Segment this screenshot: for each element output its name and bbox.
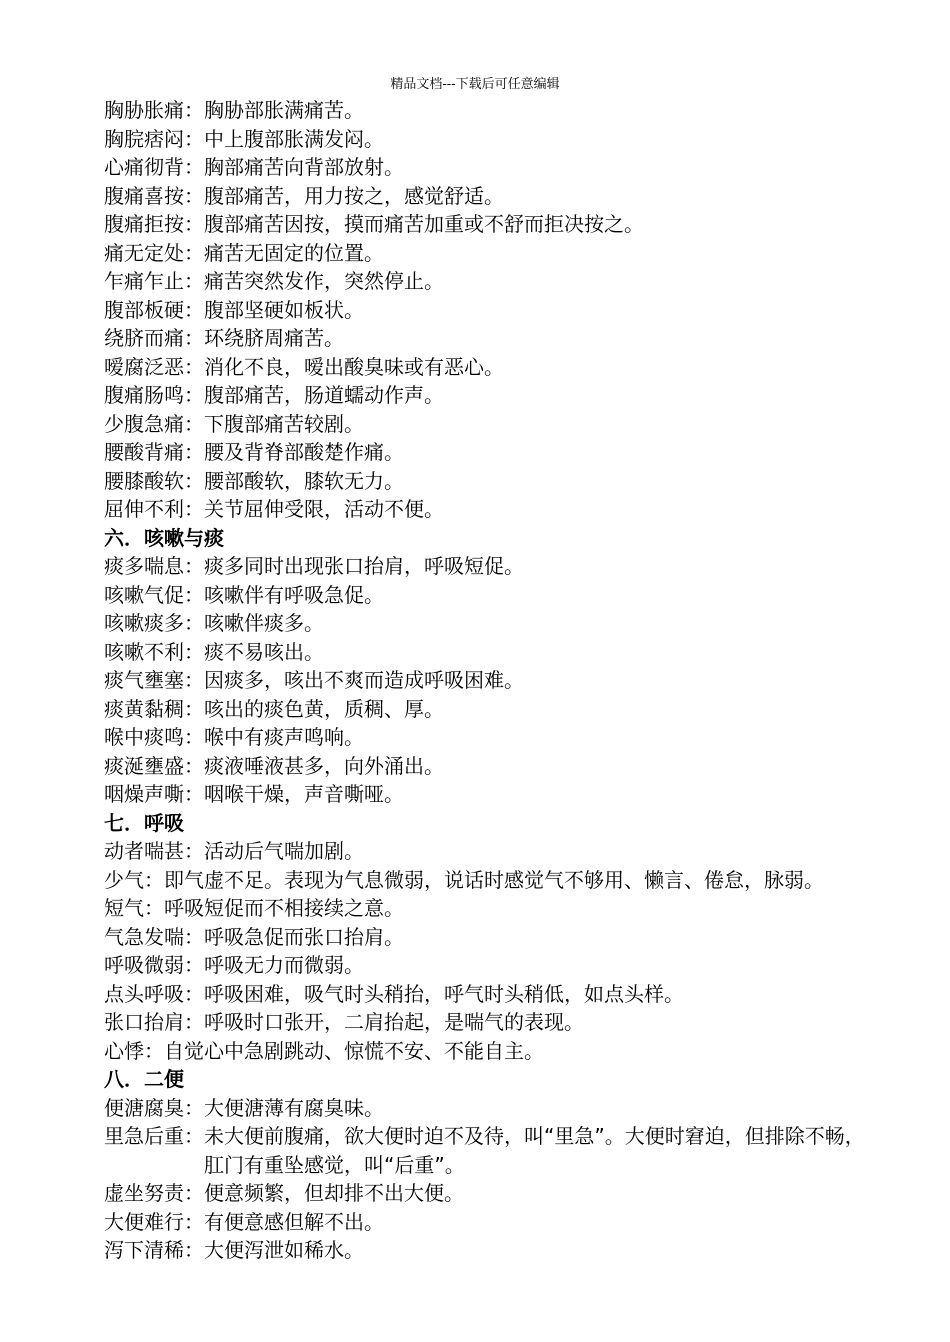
entry-term: 泻下清稀： bbox=[104, 1238, 204, 1262]
entry-term: 里急后重： bbox=[104, 1124, 204, 1148]
entry-term: 便溏腐臭： bbox=[104, 1095, 204, 1120]
entry-definition: 呼吸急促而张口抬肩。 bbox=[204, 924, 404, 949]
glossary-entry bbox=[104, 780, 894, 809]
entry-definition: 痛苦突然发作，突然停止。 bbox=[204, 269, 444, 293]
entry-definition: 大便溏薄有腐臭味。 bbox=[204, 1095, 384, 1120]
entry-term: 嗳腐泛恶： bbox=[104, 354, 204, 379]
entry-term: 动者喘甚： bbox=[104, 839, 204, 863]
entry-definition: 关节屈伸受限，活动不便。 bbox=[204, 497, 444, 521]
entry-definition: 腰部酸软，膝软无力。 bbox=[204, 468, 404, 493]
entry-term: 腰膝酸软： bbox=[104, 468, 204, 493]
entry-definition: 痰不易咳出。 bbox=[204, 639, 324, 664]
entry-definition: 胸部痛苦向背部放射。 bbox=[204, 155, 404, 179]
glossary-entry bbox=[104, 495, 894, 524]
glossary-entry bbox=[104, 752, 894, 781]
entry-term: 心悸： bbox=[104, 1038, 164, 1063]
entry-definition: 咳出的痰色黄，质稠、厚。 bbox=[204, 696, 444, 721]
entry-definition: 胸胁部胀满痛苦。 bbox=[204, 98, 364, 122]
entry-definition: 大便泻泄如稀水。 bbox=[204, 1238, 364, 1262]
glossary-entry bbox=[104, 837, 894, 866]
entry-term: 气急发喘： bbox=[104, 924, 204, 949]
entry-definition: 下腹部痛苦较剧。 bbox=[204, 411, 364, 436]
entry-term: 腹痛喜按： bbox=[104, 183, 204, 208]
glossary-entry bbox=[104, 552, 894, 581]
entry-definition: 便意频繁，但却排不出大便。 bbox=[204, 1181, 464, 1205]
entry-term: 痰气壅塞： bbox=[104, 668, 204, 692]
glossary-entry bbox=[104, 296, 894, 325]
entry-definition: 痛苦无固定的位置。 bbox=[204, 240, 384, 265]
entry-definition: 腰及背脊部酸楚作痛。 bbox=[204, 440, 404, 464]
entry-definition: 消化不良，嗳出酸臭味或有恶心。 bbox=[204, 354, 504, 379]
entry-term: 少气： bbox=[104, 867, 164, 892]
entry-definition: 咳嗽伴有呼吸急促。 bbox=[204, 582, 384, 607]
entry-definition: 即气虚不足。表现为气息微弱，说话时感觉气不够用、懒言、倦怠，脉弱。 bbox=[164, 867, 824, 892]
entry-definition: 未大便前腹痛，欲大便时迫不及待，叫“里急”。大便时窘迫，但排除不畅，肛门有重坠感觉，叫“后重”。 bbox=[204, 1124, 865, 1177]
entry-definition: 腹部痛苦，用力按之，感觉舒适。 bbox=[204, 183, 504, 208]
entry-term: 大便难行： bbox=[104, 1209, 204, 1234]
entry-definition: 自觉心中急剧跳动、惊慌不安、不能自主。 bbox=[164, 1038, 544, 1063]
entry-definition: 咳嗽伴痰多。 bbox=[204, 611, 324, 635]
entry-term: 短气： bbox=[104, 896, 164, 920]
glossary-entry bbox=[104, 239, 894, 268]
glossary-entry bbox=[104, 866, 894, 895]
glossary-entry bbox=[104, 1094, 894, 1123]
entry-term: 胸脘痞闷： bbox=[104, 126, 204, 151]
entry-definition: 腹部坚硬如板状。 bbox=[204, 297, 364, 322]
page-header: 精品文档---下载后可任意编辑 bbox=[390, 77, 560, 92]
glossary-entry bbox=[104, 96, 894, 125]
glossary-entry bbox=[104, 381, 894, 410]
entry-term: 屈伸不利： bbox=[104, 497, 204, 521]
entry-term: 咳嗽气促： bbox=[104, 582, 204, 607]
glossary-entry bbox=[104, 125, 894, 154]
glossary-entry bbox=[104, 666, 894, 695]
entry-term: 痛无定处： bbox=[104, 240, 204, 265]
entry-term: 喉中痰鸣： bbox=[104, 725, 204, 749]
entry-definition: 呼吸短促而不相接续之意。 bbox=[164, 896, 404, 920]
entry-definition: 痰液唾液甚多，向外涌出。 bbox=[204, 753, 444, 778]
entry-term: 张口抬肩： bbox=[104, 1010, 204, 1034]
entry-term: 腹部板硬： bbox=[104, 297, 204, 322]
glossary-entry bbox=[104, 695, 894, 724]
entry-definition: 环绕脐周痛苦。 bbox=[204, 326, 344, 350]
entry-term: 点头呼吸： bbox=[104, 981, 204, 1006]
entry-term: 咳嗽痰多： bbox=[104, 611, 204, 635]
glossary-entry bbox=[104, 353, 894, 382]
glossary-entry bbox=[104, 267, 894, 296]
entry-term: 呼吸微弱： bbox=[104, 953, 204, 977]
entry-definition: 中上腹部胀满发闷。 bbox=[204, 126, 384, 151]
glossary-entry bbox=[104, 951, 894, 980]
glossary-entry bbox=[104, 153, 894, 182]
entry-term: 心痛彻背： bbox=[104, 155, 204, 179]
glossary-entry bbox=[104, 182, 894, 211]
section-heading: 八．二便 bbox=[104, 1067, 184, 1091]
glossary-entry bbox=[104, 894, 894, 923]
glossary-entry bbox=[104, 1122, 894, 1179]
glossary-entry bbox=[104, 1008, 894, 1037]
glossary-entry bbox=[104, 923, 894, 952]
entry-definition: 呼吸时口张开，二肩抬起，是喘气的表现。 bbox=[204, 1010, 584, 1034]
entry-term: 虚坐努责： bbox=[104, 1181, 204, 1205]
entry-definition: 痰多同时出现张口抬肩，呼吸短促。 bbox=[204, 554, 524, 578]
section-heading: 六．咳嗽与痰 bbox=[104, 525, 224, 550]
glossary-entry bbox=[104, 638, 894, 667]
glossary-entry bbox=[104, 324, 894, 353]
glossary-entry bbox=[104, 467, 894, 496]
glossary-entry bbox=[104, 609, 894, 638]
glossary-entry bbox=[104, 723, 894, 752]
entry-definition: 有便意感但解不出。 bbox=[204, 1209, 384, 1234]
entry-term: 腹痛拒按： bbox=[104, 212, 204, 236]
section-heading: 七．呼吸 bbox=[104, 810, 184, 835]
entry-term: 少腹急痛： bbox=[104, 411, 204, 436]
glossary-entry bbox=[104, 1236, 894, 1265]
glossary-entry bbox=[104, 210, 894, 239]
entry-definition: 腹部痛苦，肠道蠕动作声。 bbox=[204, 383, 444, 407]
glossary-entry bbox=[104, 438, 894, 467]
glossary-entry bbox=[104, 581, 894, 610]
entry-definition: 喉中有痰声鸣响。 bbox=[204, 725, 364, 749]
entry-definition: 因痰多，咳出不爽而造成呼吸困难。 bbox=[204, 668, 524, 692]
glossary-entry bbox=[104, 410, 894, 439]
entry-definition: 腹部痛苦因按，摸而痛苦加重或不舒而拒决按之。 bbox=[204, 212, 644, 236]
entry-term: 乍痛乍止： bbox=[104, 269, 204, 293]
entry-term: 咳嗽不利： bbox=[104, 639, 204, 664]
entry-term: 痰多喘息： bbox=[104, 554, 204, 578]
entry-definition: 呼吸无力而微弱。 bbox=[204, 953, 364, 977]
entry-term: 痰涎壅盛： bbox=[104, 753, 204, 778]
glossary-entry bbox=[104, 1037, 894, 1066]
entry-term: 胸胁胀痛： bbox=[104, 98, 204, 122]
glossary-entry bbox=[104, 1208, 894, 1237]
glossary-entry bbox=[104, 980, 894, 1009]
entry-term: 腹痛肠鸣： bbox=[104, 383, 204, 407]
glossary-entry bbox=[104, 1179, 894, 1208]
entry-term: 腰酸背痛： bbox=[104, 440, 204, 464]
entry-definition: 咽喉干燥，声音嘶哑。 bbox=[204, 782, 404, 806]
entry-definition: 呼吸困难，吸气时头稍抬，呼气时头稍低，如点头样。 bbox=[204, 981, 684, 1006]
entry-term: 绕脐而痛： bbox=[104, 326, 204, 350]
entry-term: 痰黄黏稠： bbox=[104, 696, 204, 721]
document-body bbox=[104, 96, 894, 1265]
entry-definition: 活动后气喘加剧。 bbox=[204, 839, 364, 863]
entry-term: 咽燥声嘶： bbox=[104, 782, 204, 806]
